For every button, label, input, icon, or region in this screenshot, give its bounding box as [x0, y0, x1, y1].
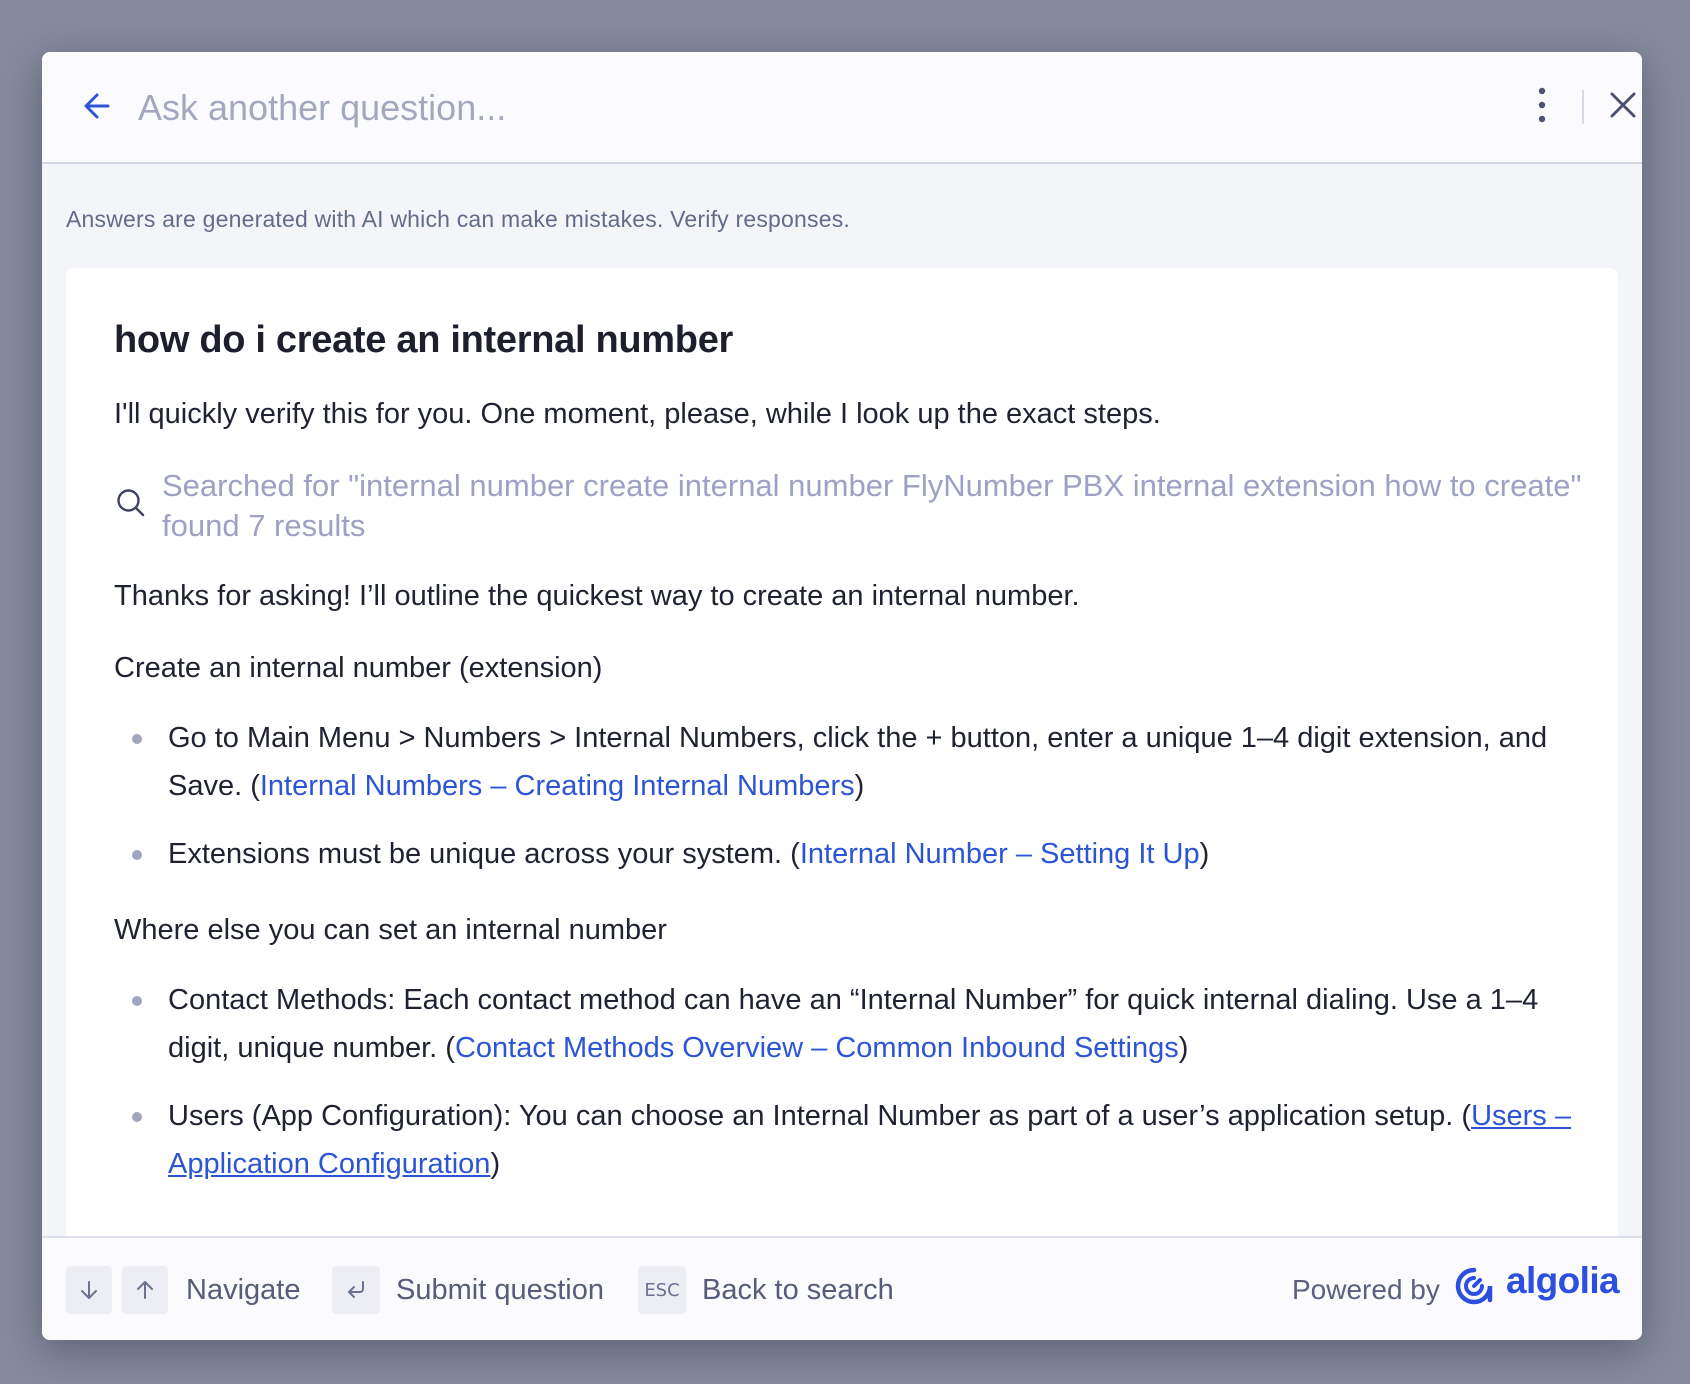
enter-icon	[343, 1277, 369, 1303]
source-link[interactable]: Users – Application Configuration	[168, 1100, 1571, 1180]
list-item	[114, 1092, 1584, 1188]
arrow-up-icon	[133, 1278, 157, 1302]
close-button[interactable]	[1600, 82, 1642, 128]
create-steps-list	[114, 714, 1584, 878]
navigate-hint: Navigate	[186, 1274, 301, 1306]
search-status	[114, 466, 1584, 546]
list-item	[114, 830, 1584, 878]
key-arrow-down	[66, 1266, 112, 1314]
key-esc: ESC	[638, 1266, 686, 1314]
thanks-text: Thanks for asking! I’ll outline the quickest way to create an internal number.	[114, 580, 1080, 612]
list-item-suffix: )	[854, 770, 865, 802]
bullet-dot	[132, 734, 142, 744]
search-icon	[114, 486, 148, 520]
other-places-list	[114, 976, 1584, 1188]
answer-content	[114, 316, 1584, 1188]
search-status-text: Searched for "internal number create internal number FlyNumber PBX internal extension how to create" found 7 results	[162, 468, 1582, 543]
ai-disclaimer: Answers are generated with AI which can make mistakes. Verify responses.	[66, 206, 850, 232]
bullet-dot	[132, 850, 142, 860]
intro-text: I'll quickly verify this for you. One moment, please, while I look up the exact steps.	[114, 398, 1161, 430]
ask-question-input[interactable]	[138, 80, 1388, 136]
list-item-text: Contact Methods: Each contact method can have an “Internal Number” for quick internal dialing. Use a 1–4 digit, unique number. (	[168, 984, 1539, 1064]
key-enter	[332, 1266, 380, 1314]
back-hint: Back to search	[702, 1274, 894, 1306]
list-item-text: Go to Main Menu > Numbers > Internal Numbers, click the + button, enter a unique 1–4 digit extension, and Save. (	[168, 722, 1548, 802]
list-item-text: Users (App Configuration): You can choose an Internal Number as part of a user’s application setup. (	[168, 1100, 1472, 1132]
modal-header	[42, 52, 1642, 164]
list-item	[114, 714, 1584, 810]
back-button[interactable]	[78, 84, 122, 128]
more-vertical-icon	[1520, 82, 1564, 128]
bullet-dot	[132, 996, 142, 1006]
submit-hint: Submit question	[396, 1274, 604, 1306]
answer-card	[66, 268, 1618, 1288]
list-item-suffix: )	[490, 1148, 501, 1180]
key-arrow-up	[122, 1266, 168, 1314]
header-divider	[1582, 90, 1584, 124]
arrow-left-icon	[78, 84, 122, 128]
list-item-suffix: )	[1178, 1032, 1189, 1064]
bullet-dot	[132, 1112, 142, 1122]
ask-ai-modal	[42, 52, 1642, 1340]
arrow-down-icon	[77, 1278, 101, 1302]
source-link[interactable]: Internal Numbers – Creating Internal Numbers	[259, 770, 855, 802]
list-item-suffix: )	[1199, 838, 1210, 870]
list-item	[114, 976, 1584, 1072]
source-link[interactable]: Internal Number – Setting It Up	[799, 838, 1200, 870]
more-options-button[interactable]	[1520, 82, 1564, 128]
algolia-brand[interactable]: algolia	[1506, 1260, 1619, 1301]
source-link[interactable]: Contact Methods Overview – Common Inbound Settings	[454, 1032, 1179, 1064]
section-heading-create: Create an internal number (extension)	[114, 652, 603, 684]
modal-footer	[42, 1236, 1642, 1340]
list-item-text: Extensions must be unique across your system. (	[168, 838, 800, 870]
algolia-logo-icon[interactable]	[1454, 1266, 1494, 1306]
close-icon	[1600, 82, 1642, 128]
powered-by-label: Powered by	[1292, 1274, 1440, 1305]
section-heading-where: Where else you can set an internal number	[114, 914, 667, 946]
question-title: how do i create an internal number	[114, 319, 734, 361]
